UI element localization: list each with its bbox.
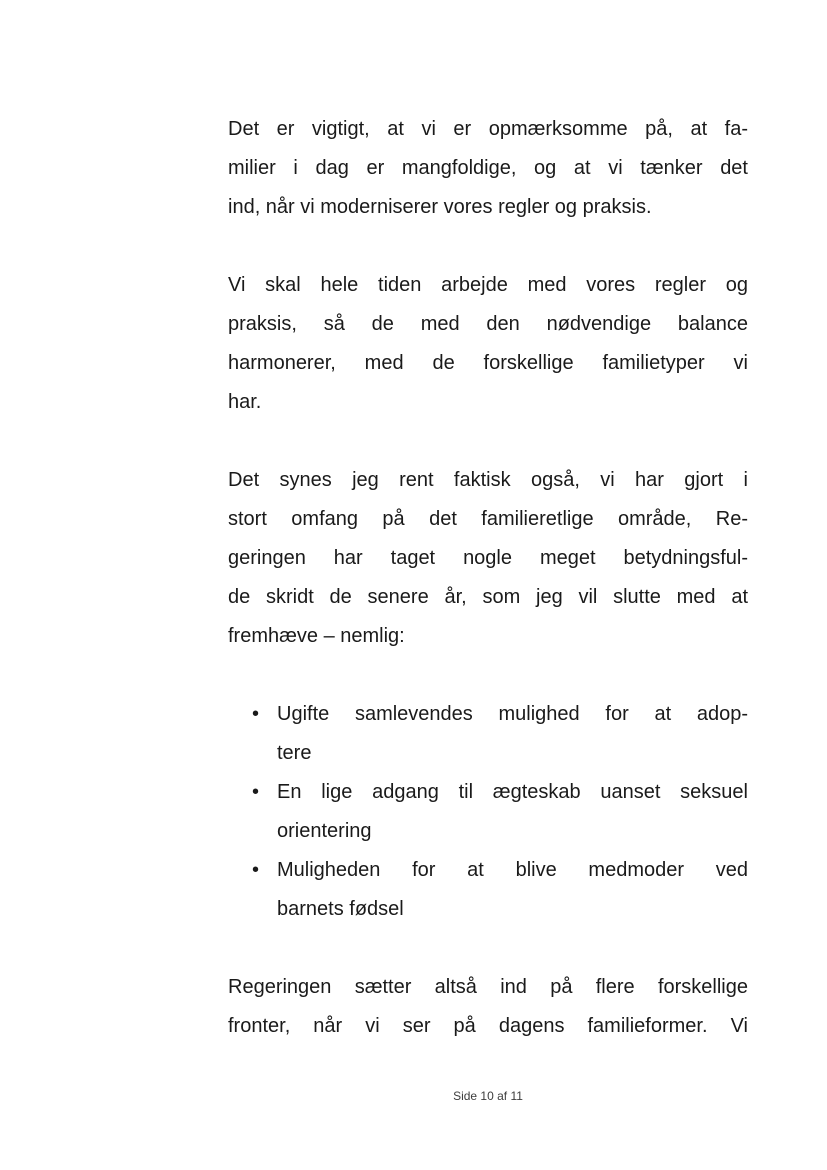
paragraph [228,110,748,227]
text-line: Regeringen sætter altså ind på flere forskellige [228,976,748,998]
bullet-text [277,773,748,851]
text-line: stort omfang på det familieretlige område, Re- [228,508,748,530]
bullet-icon: • [252,781,260,803]
paragraph [228,968,748,1046]
bullet-icon: • [252,859,260,881]
text-line: Muligheden for at blive medmoder ved [277,859,748,881]
bullet-text [277,851,748,929]
bullet-text [277,695,748,773]
text-line: Vi skal hele tiden arbejde med vores regler og [228,274,748,296]
text-line: ind, når vi moderniserer vores regler og praksis. [228,196,652,218]
text-line: de skridt de senere år, som jeg vil slutte med at [228,586,748,608]
text-line: fronter, når vi ser på dagens familieformer. Vi [228,1015,748,1037]
bullet-item [228,695,748,773]
text-line: Det synes jeg rent faktisk også, vi har gjort i [228,469,748,491]
text-line: orientering [277,820,372,842]
text-line: harmonerer, med de forskellige familietyper vi [228,352,748,374]
text-line: praksis, så de med den nødvendige balance [228,313,748,335]
text-line: Det er vigtigt, at vi er opmærksomme på, at fa- [228,118,748,140]
bullet-item [228,773,748,851]
text-line: milier i dag er mangfoldige, og at vi tænker det [228,157,748,179]
text-line: geringen har taget nogle meget betydningsful- [228,547,748,569]
text-line: tere [277,742,312,764]
paragraph [228,266,748,422]
bullet-icon: • [252,703,260,725]
paragraph [228,461,748,656]
text-line: fremhæve – nemlig: [228,625,405,647]
text-line: har. [228,391,262,413]
text-line: En lige adgang til ægteskab uanset seksuel [277,781,748,803]
page-number: Side 10 af 11 [453,1089,523,1103]
document-body [228,110,748,1085]
bullet-list [228,695,748,929]
text-line: Ugifte samlevendes mulighed for at adop- [277,703,748,725]
bullet-item [228,851,748,929]
text-line: barnets fødsel [277,898,404,920]
